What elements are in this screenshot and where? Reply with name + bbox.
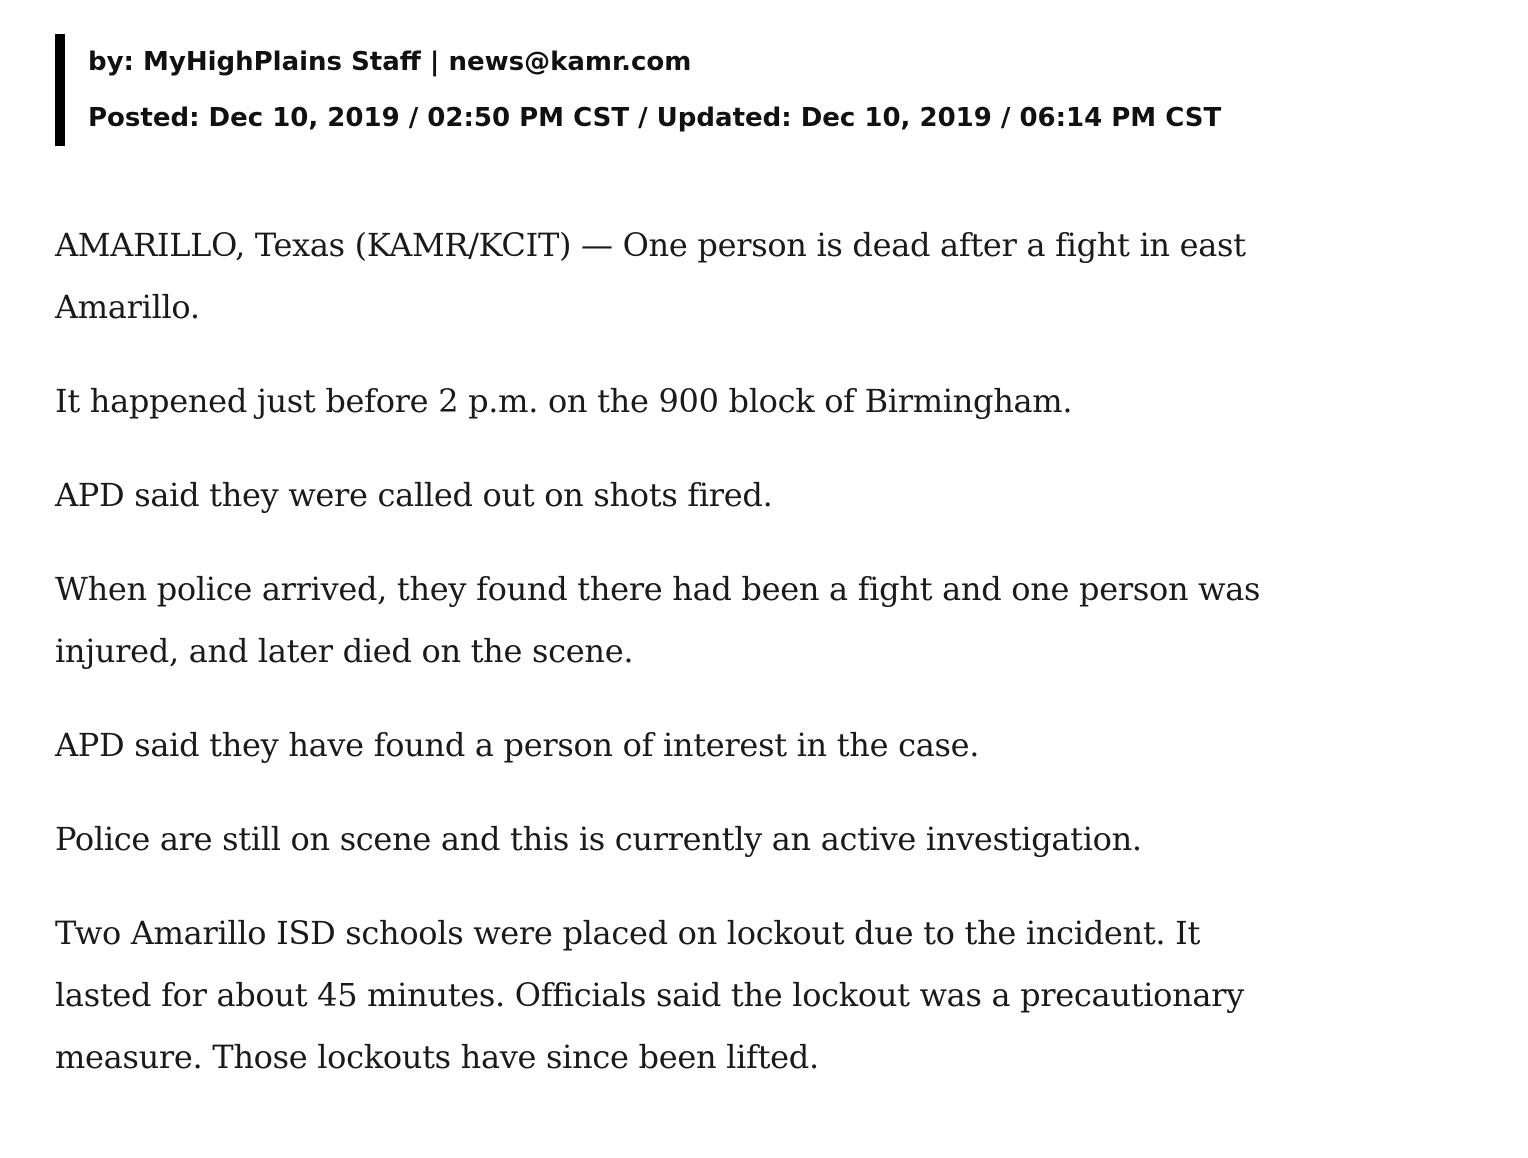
- article-paragraph-3: APD said they were called out on shots fired.: [55, 476, 773, 514]
- byline-timestamps: Posted: Dec 10, 2019 / 02:50 PM CST / Updated: Dec 10, 2019 / 06:14 PM CST: [88, 103, 1222, 133]
- byline-author: by: MyHighPlains Staff | news@kamr.com: [88, 47, 692, 77]
- article-body: [55, 214, 1305, 1088]
- article-paragraph-7: Two Amarillo ISD schools were placed on lockout due to the incident. It lasted for about 45 minutes. Officials said the lockout was a precautionary measure. Those lockouts have since been lifted.: [55, 914, 1244, 1076]
- article-paragraph-4: When police arrived, they found there had been a fight and one person was injured, and later died on the scene.: [55, 570, 1261, 670]
- article-paragraph-5: APD said they have found a person of interest in the case.: [55, 726, 980, 764]
- article: [55, 42, 1305, 1120]
- article-paragraph-1: AMARILLO, Texas (KAMR/KCIT) — One person is dead after a fight in east Amarillo.: [55, 226, 1246, 326]
- article-paragraph-6: Police are still on scene and this is currently an active investigation.: [55, 820, 1142, 858]
- article-paragraph-2: It happened just before 2 p.m. on the 900 block of Birmingham.: [55, 382, 1073, 420]
- byline-block: [55, 34, 1305, 146]
